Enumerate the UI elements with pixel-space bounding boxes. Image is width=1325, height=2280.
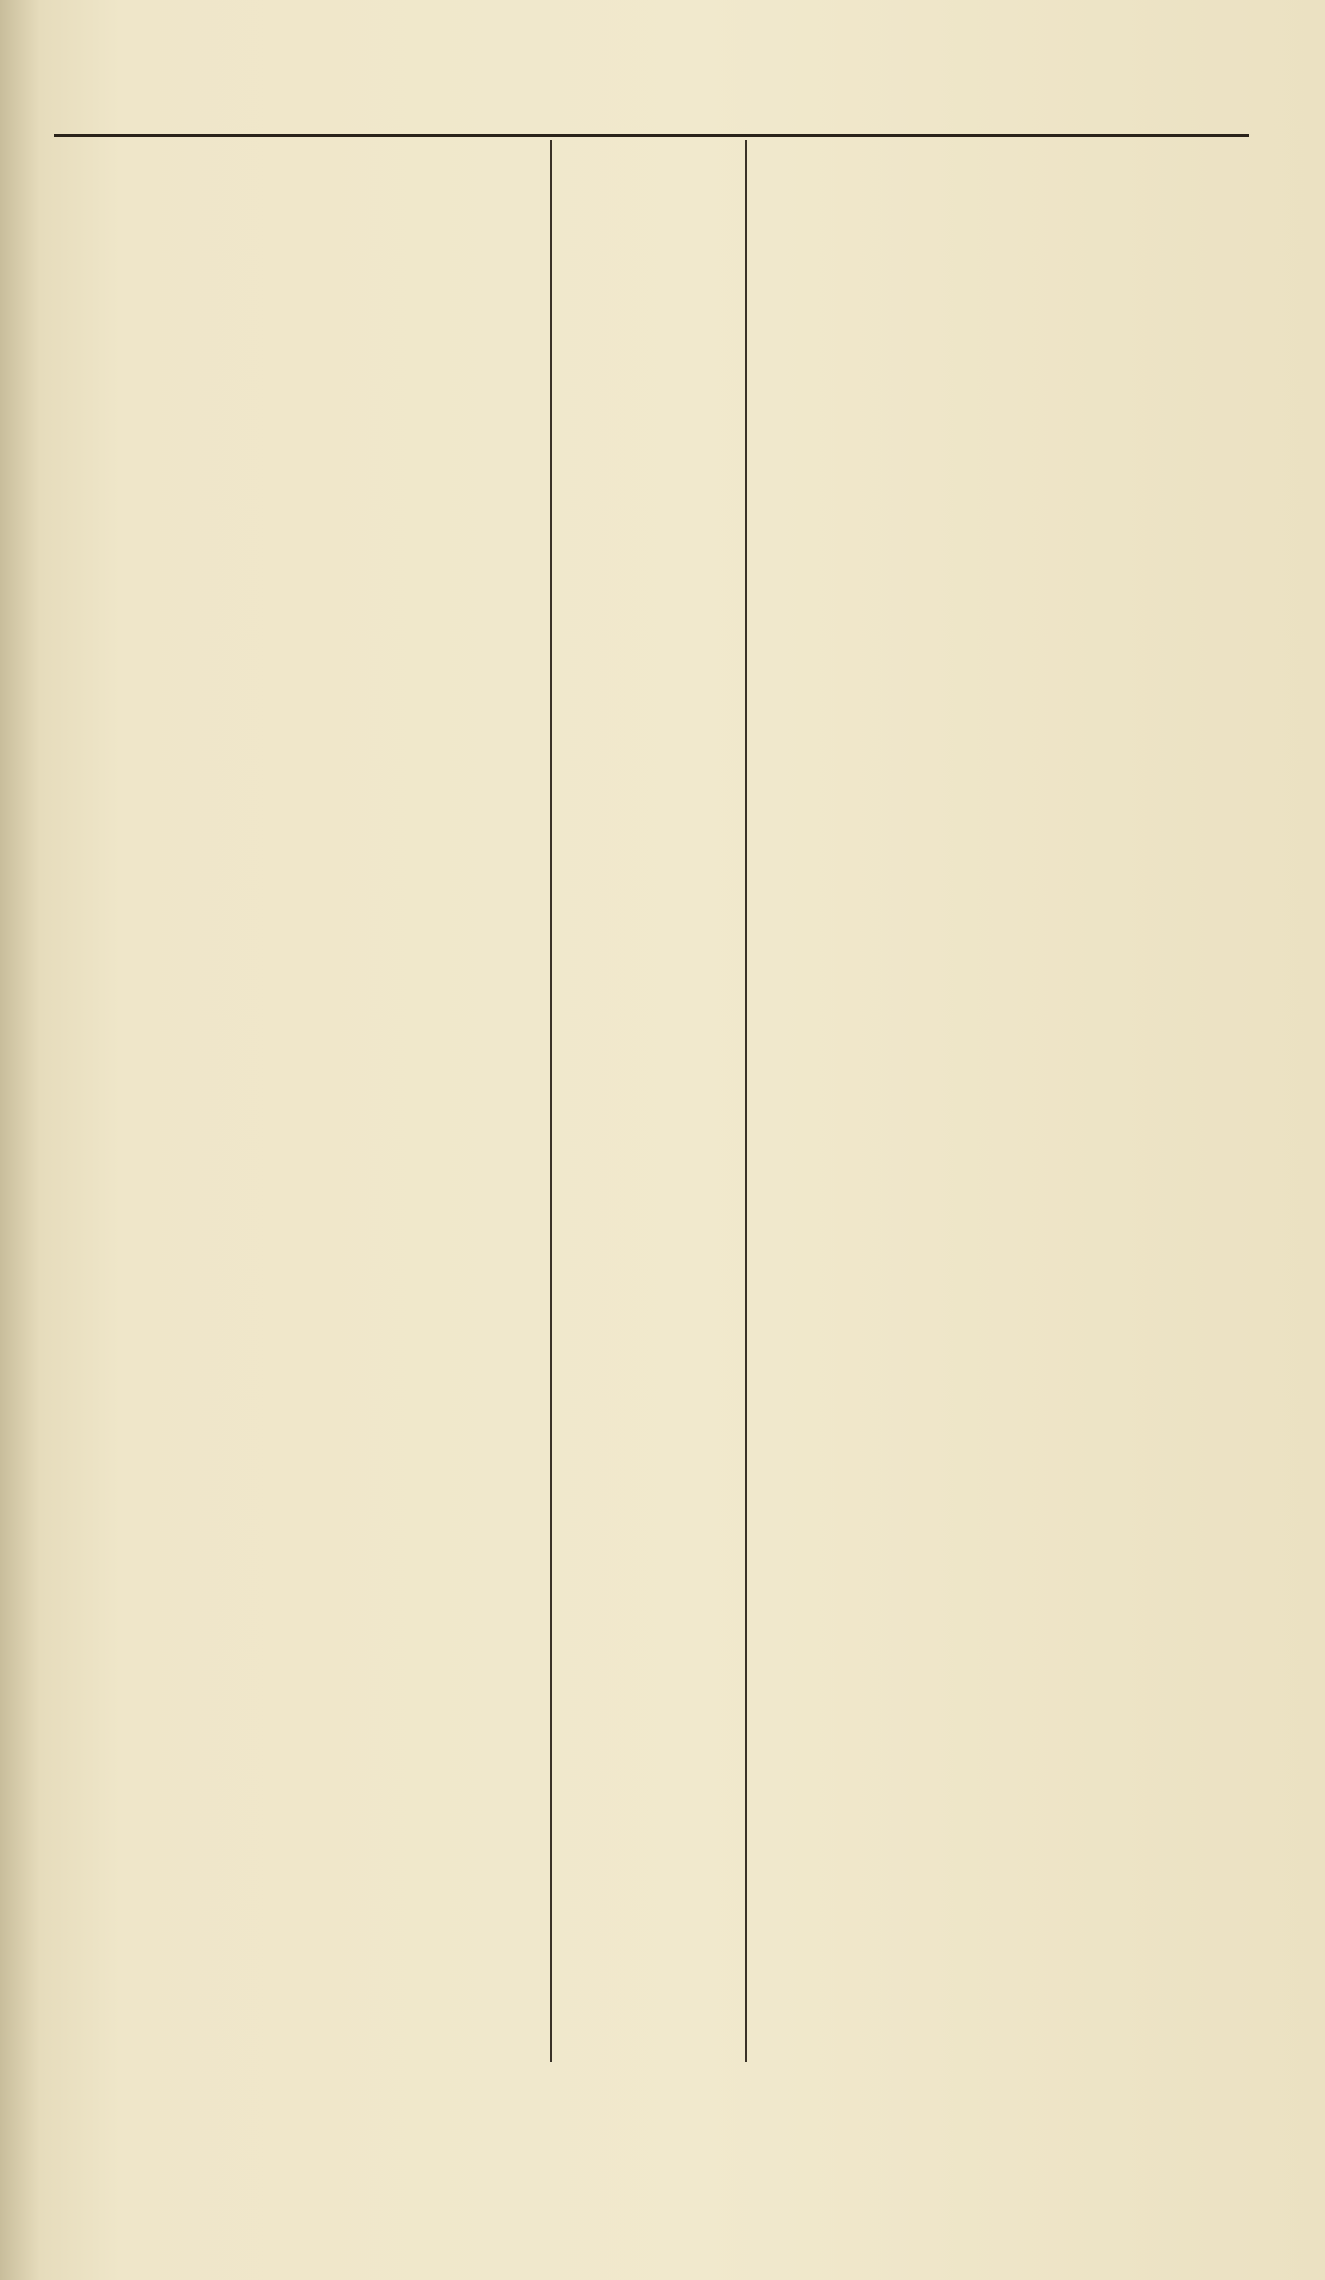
- column-divider-right: [745, 140, 747, 2062]
- header-rule: [54, 134, 1249, 137]
- column-divider-left: [550, 140, 552, 2062]
- cross-reference-column: [556, 140, 742, 2060]
- running-header: [62, 72, 1262, 132]
